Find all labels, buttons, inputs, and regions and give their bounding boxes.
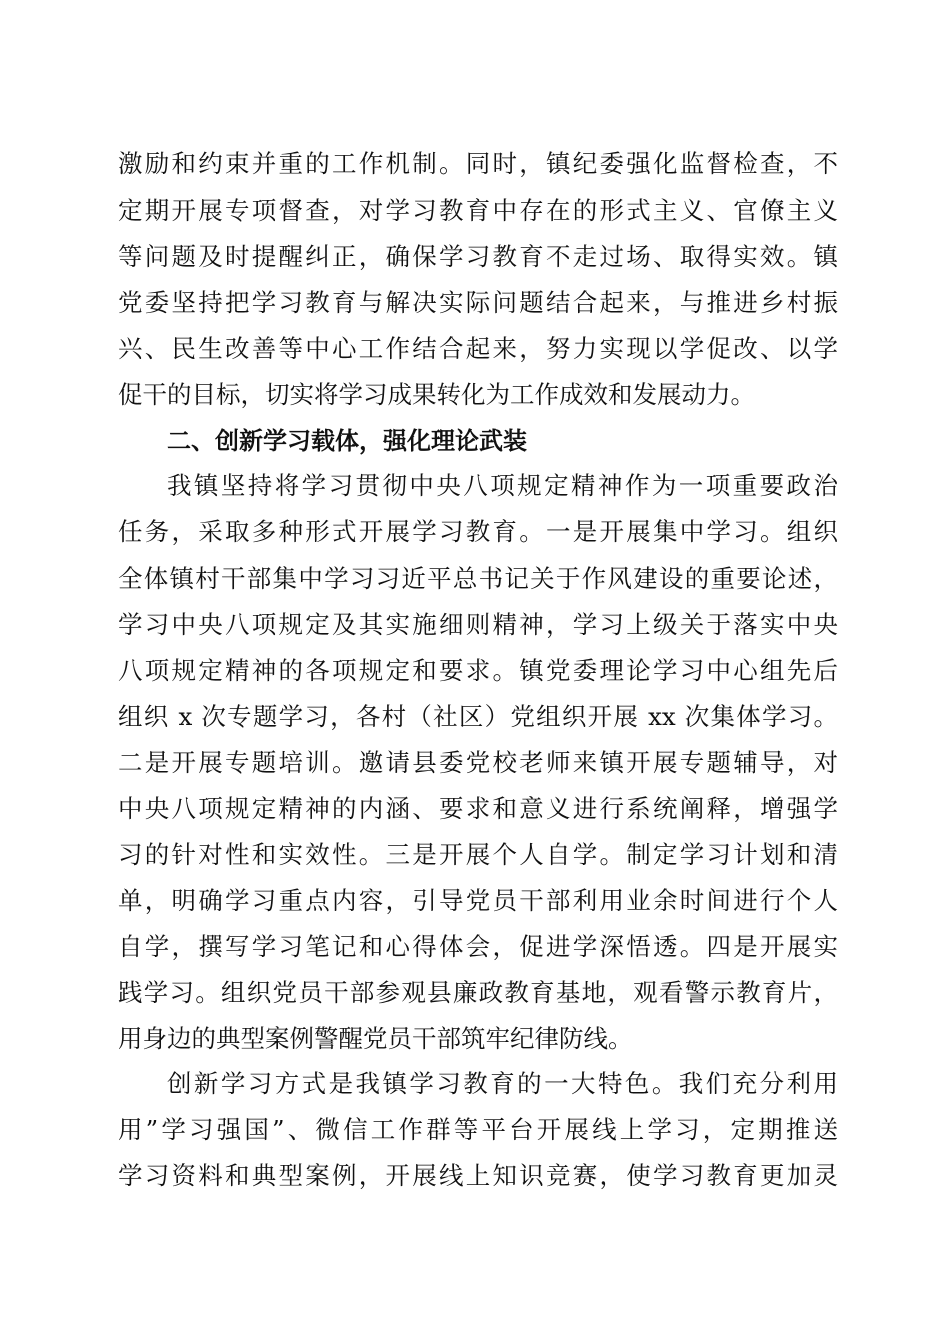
paragraph-line: 学习资料和典型案例，开展线上知识竞赛，使学习教育更加灵 [118, 1161, 838, 1190]
paragraph-line: 用”学习强国”、微信工作群等平台开展线上学习，定期推送 [118, 1115, 838, 1144]
paragraph-line: 二是开展专题培训。邀请县委党校老师来镇开展专题辅导，对 [118, 748, 838, 777]
paragraph-line: 定期开展专项督查，对学习教育中存在的形式主义、官僚主义 [118, 196, 838, 225]
paragraph-line: 任务，采取多种形式开展学习教育。一是开展集中学习。组织 [118, 517, 838, 546]
paragraph-line: 用身边的典型案例警醒党员干部筑牢纪律防线。 [118, 1024, 633, 1053]
paragraph-line: 践学习。组织党员干部参观县廉政教育基地，观看警示教育片， [118, 978, 838, 1007]
paragraph-line: 中央八项规定精神的内涵、要求和意义进行系统阐释，增强学 [118, 794, 838, 823]
paragraph-line: 全体镇村干部集中学习习近平总书记关于作风建设的重要论述， [118, 564, 838, 593]
paragraph-line: 创新学习方式是我镇学习教育的一大特色。我们充分利用 [167, 1069, 838, 1098]
paragraph-line: 八项规定精神的各项规定和要求。镇党委理论学习中心组先后 [118, 656, 838, 685]
paragraph-line: 组织 x 次专题学习，各村（社区）党组织开展 xx 次集体学习。 [118, 702, 838, 731]
paragraph-line: 等问题及时提醒纠正，确保学习教育不走过场、取得实效。镇 [118, 242, 838, 271]
paragraph-line: 习的针对性和实效性。三是开展个人自学。制定学习计划和清 [118, 840, 838, 869]
paragraph-line: 促干的目标，切实将学习成果转化为工作成效和发展动力。 [118, 380, 755, 409]
paragraph-line: 兴、民生改善等中心工作结合起来，努力实现以学促改、以学 [118, 334, 838, 363]
section-heading: 二、创新学习载体，强化理论武装 [167, 427, 527, 455]
paragraph-line: 学习中央八项规定及其实施细则精神，学习上级关于落实中央 [118, 610, 838, 639]
paragraph-line: 激励和约束并重的工作机制。同时，镇纪委强化监督检查，不 [118, 149, 838, 178]
paragraph-line: 单，明确学习重点内容，引导党员干部利用业余时间进行个人 [118, 886, 838, 915]
paragraph-line: 党委坚持把学习教育与解决实际问题结合起来，与推进乡村振 [118, 288, 838, 317]
paragraph-line: 自学，撰写学习笔记和心得体会，促进学深悟透。四是开展实 [118, 932, 838, 961]
paragraph-line: 我镇坚持将学习贯彻中央八项规定精神作为一项重要政治 [167, 471, 838, 500]
